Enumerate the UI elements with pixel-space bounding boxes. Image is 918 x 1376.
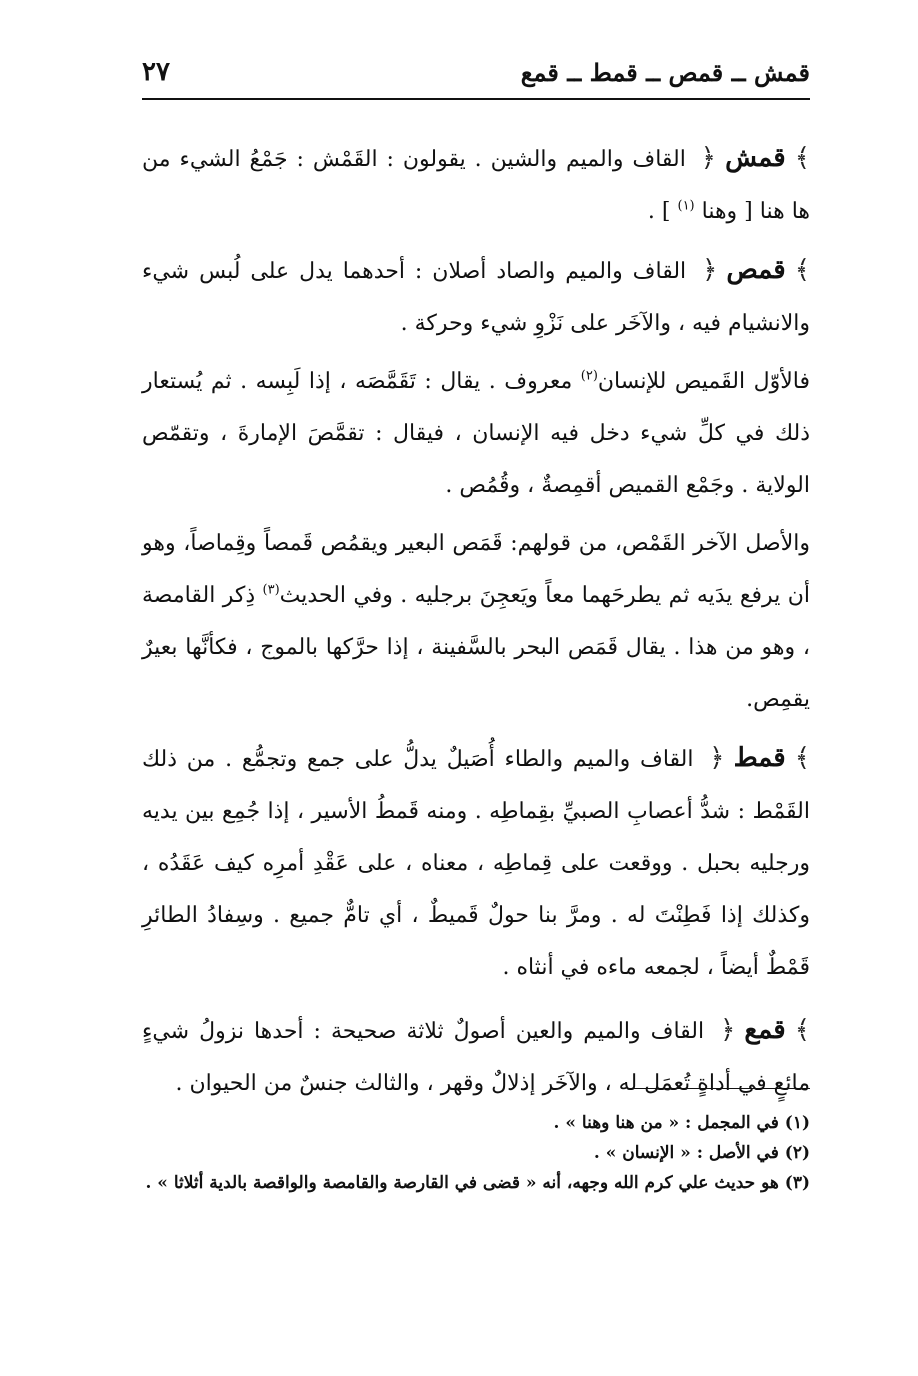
footnote-rule — [630, 1088, 810, 1089]
headword-qams: ﴾ قمص ﴿ — [702, 255, 810, 285]
header-rule — [142, 98, 810, 100]
paragraph-text: معروف . يقال : تَقَمَّصَه ، إذا لَبِسه . ثم يُستعار ذلك في كلِّ شيء دخل فيه الإنسان ، فيقال : تقمَّصَ الإمارةَ ، وتقمّص الولاية . وجَمْع القميص أقمِصةٌ ، وقُمُص . — [142, 369, 810, 498]
footnote-text: هو حديث علي كرم الله وجهه، أنه « قضى في القارصة والقامصة والواقصة بالدية أثلاثا » . — [145, 1173, 779, 1193]
entry-text: القاف والميم والصاد أصلان : أحدهما يدل على لُبس شيء والانشيام فيه ، والآخَر على نَزْوِ شيء وحركة . — [142, 259, 810, 336]
footnote-text: في الأصل : « الإنسان » . — [593, 1143, 779, 1163]
footnote-text: في المجمل : « من هنا وهنا » . — [553, 1113, 779, 1133]
footnote-ref: (٣) — [262, 582, 280, 598]
paragraph-text: ذِكر القامصة ، وهو من هذا . يقال قَمَص البحر بالسَّفينة ، إذا حرَّكها بالموج ، فكأنَّها بعيرٌ يقمِص. — [142, 583, 810, 712]
body-text — [142, 132, 810, 1116]
paragraph-first-sense — [142, 356, 810, 512]
footnotes — [142, 1108, 810, 1198]
headword-qamsh: ﴾ قمش ﴿ — [700, 143, 810, 173]
footnote-ref: (٢) — [580, 368, 598, 384]
entry-qam — [142, 1004, 810, 1110]
entry-text: ] . — [647, 199, 678, 224]
footnote-ref: (١) — [677, 198, 695, 214]
headword-qam: ﴾ قمع ﴿ — [720, 1015, 810, 1045]
footnote-1 — [142, 1108, 810, 1138]
entry-text: القاف والميم والشين . يقولون : القَمْش : جَمْعُ الشيء من ها هنا [ وهنا — [142, 147, 810, 224]
paragraph-text: فالأوّل القَميص للإنسان — [597, 369, 810, 394]
footnote-number: (٢) — [784, 1143, 810, 1163]
entry-qams — [142, 244, 810, 350]
footnote-3 — [142, 1168, 810, 1198]
page-number: ٢٧ — [142, 57, 170, 87]
running-head — [142, 52, 810, 92]
footnote-number: (٣) — [784, 1173, 810, 1193]
running-head-title: قمش ــ قمص ــ قمط ــ قمع — [520, 57, 810, 87]
entry-qamt — [142, 732, 810, 994]
paragraph-second-sense — [142, 518, 810, 726]
entry-text: القاف والميم والطاء أُصَيلٌ يدلُّ على جمع وتجمُّع . من ذلك القَمْط : شدُّ أعصابِ الصبيِّ بقِماطِه . ومنه قَمطُ الأسير ، إذا جُمِع بين يديه ورجليه بحبل . ووقعت على قِماطِه ، معناه ، على عَقْدِ أمرِه كيف عَقَدُه ، وكذلك إذا فَطِنْتَ له . ومرَّ بنا حولٌ قَميطٌ ، أي تامٌّ جميع . وسِفادُ الطائرِ قَمْطٌ أيضاً ، لجمعه ماءه في أنثاه . — [142, 747, 811, 980]
footnote-number: (١) — [784, 1113, 810, 1133]
paragraph-text: والأصل الآخر القَمْص، من قولهم: قَمَص البعير ويقمُص قَمصاً وقِماصاً، وهو أن يرفع يدَيه ثم يطرحَهما معاً ويَعجِنَ برجليه . وفي الحديث — [142, 531, 810, 608]
footnote-2 — [142, 1138, 810, 1168]
entry-qamsh — [142, 132, 810, 238]
headword-qamt: ﴾ قمط ﴿ — [709, 743, 810, 773]
entry-text: القاف والميم والعين أصولٌ ثلاثة صحيحة : أحدها نزولُ شيءٍ مائعٍ في أداةٍ تُعمَل له ، والآخَر إذلالٌ وقهر ، والثالث جنسٌ من الحيوان . — [142, 1019, 810, 1096]
